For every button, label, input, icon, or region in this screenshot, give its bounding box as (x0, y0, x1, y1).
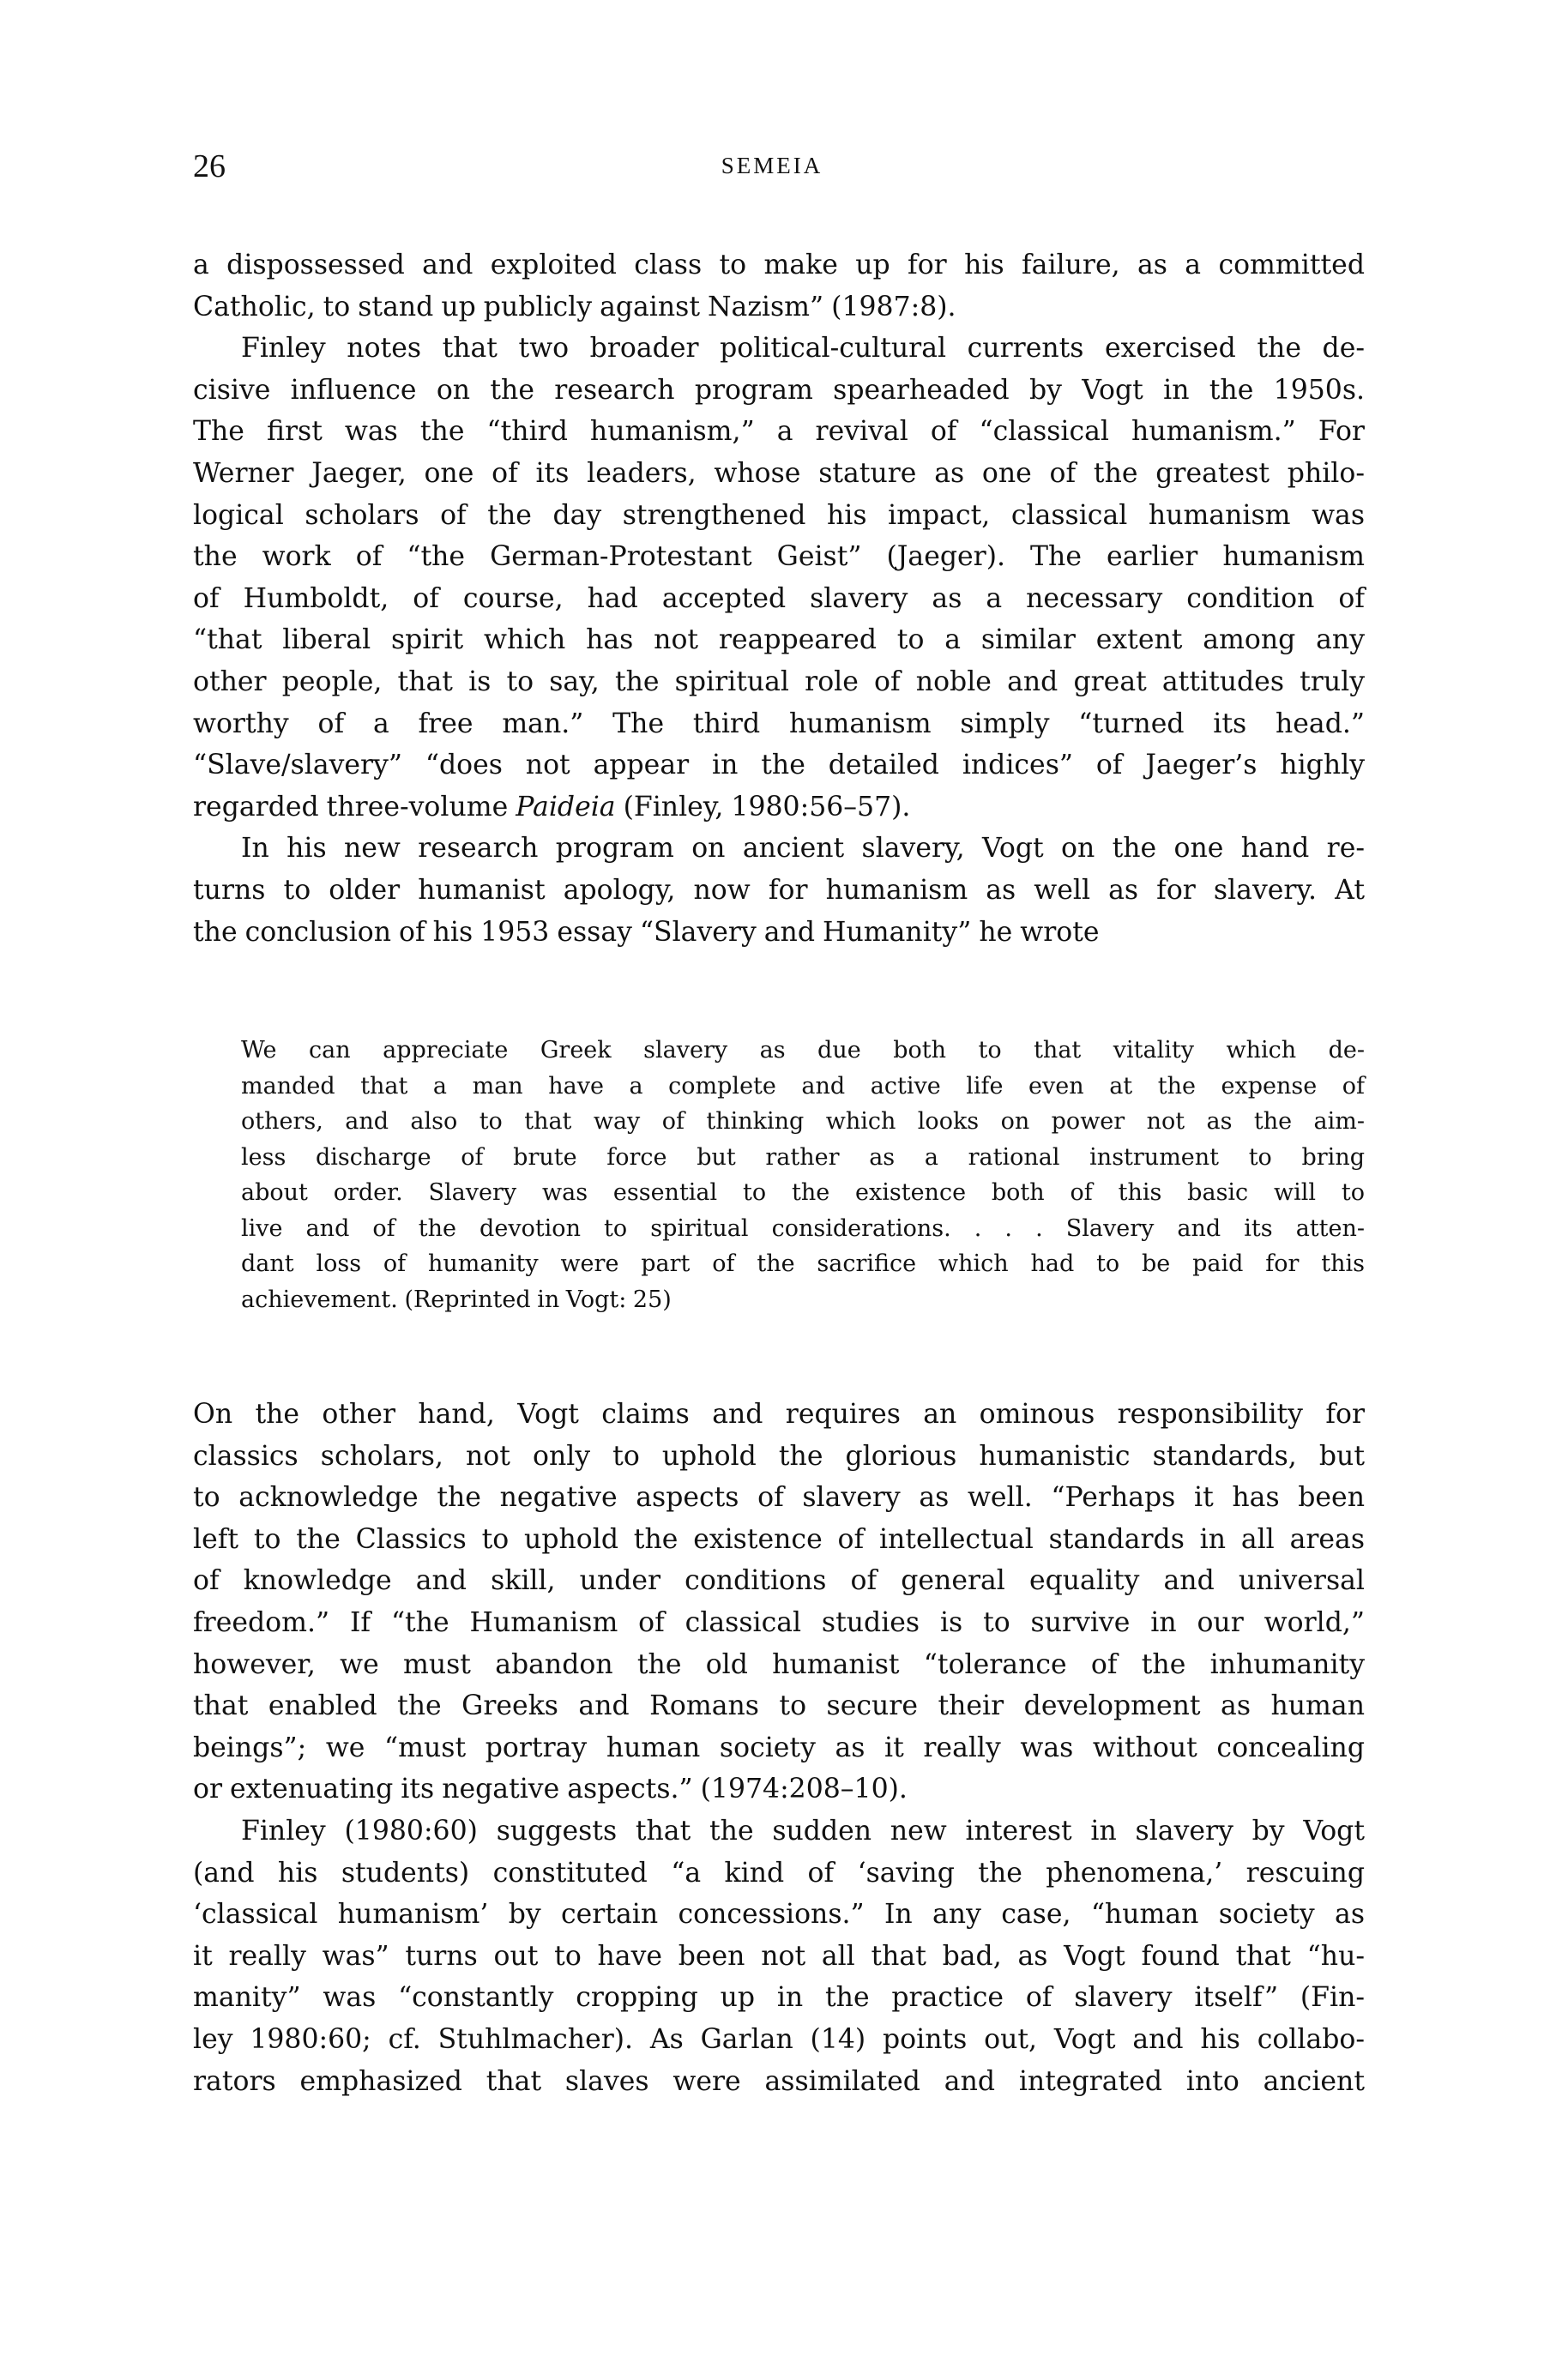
body-text-bottom (193, 1394, 1365, 2102)
text-line: dant loss of humanity were part of the sacrifice which had to be paid for this (241, 1250, 1365, 1277)
text-line: that enabled the Greeks and Romans to secure their development as human (193, 1690, 1365, 1722)
text-line: ‘classical humanism’ by certain concessions.” In any case, “human society as (193, 1899, 1365, 1931)
quote-paragraph (241, 1033, 1365, 1317)
text-line: a dispossessed and exploited class to make up for his failure, as a committed (193, 250, 1365, 280)
text-line: “that liberal spirit which has not reappeared to a similar extent among any (193, 624, 1365, 656)
paragraph (193, 1811, 1365, 2102)
text-line: the work of “the German-Protestant Geist” (Jaeger). The earlier humanism (193, 541, 1365, 573)
text-line: achievement. (Reprinted in Vogt: 25) (241, 1286, 672, 1313)
text-line: turns to older humanist apology, now for humanism as well as for slavery. At (193, 874, 1365, 906)
italic-title: Paideia (516, 791, 616, 822)
page-number: 26 (193, 148, 226, 184)
text-segment: (Finley, 1980:56–57). (615, 791, 911, 822)
text-line: beings”; we “must portray human society as it really was without concealing (193, 1732, 1365, 1763)
text-line: manded that a man have a complete and active life even at the expense of (241, 1072, 1365, 1100)
text-line: or extenuating its negative aspects.” (1974:208–10). (193, 1774, 908, 1805)
text-line: others, and also to that way of thinking which looks on power not as the aim- (241, 1108, 1365, 1135)
body-text-top (193, 244, 1365, 953)
text-line: left to the Classics to uphold the existence of intellectual standards in all areas (193, 1523, 1365, 1555)
text-line: ley 1980:60; cf. Stuhlmacher). As Garlan (14) points out, Vogt and his collabo- (193, 2023, 1365, 2055)
paragraph (193, 244, 1365, 328)
paragraph (193, 1394, 1365, 1811)
text-line: Finley notes that two broader political-cultural currents exercised the de- (241, 333, 1365, 365)
text-line: less discharge of brute force but rather as a rational instrument to bring (241, 1143, 1365, 1171)
text-line: (and his students) constituted “a kind of ‘saving the phenomena,’ rescuing (193, 1857, 1365, 1889)
text-line: Catholic, to stand up publicly against Nazism” (1987:8). (193, 291, 956, 322)
text-line: however, we must abandon the old humanist “tolerance of the inhumanity (193, 1648, 1365, 1680)
text-line: In his new research program on ancient slavery, Vogt on the one hand re- (241, 833, 1365, 865)
paragraph (193, 328, 1365, 828)
text-line: other people, that is to say, the spiritual role of noble and great attitudes truly (193, 666, 1365, 697)
text-line: classics scholars, not only to uphold the glorious humanistic standards, but (193, 1440, 1365, 1472)
text-line: cisive influence on the research program spearheaded by Vogt in the 1950s. (193, 374, 1365, 406)
text-line: to acknowledge the negative aspects of slavery as well. “Perhaps it has been (193, 1482, 1365, 1514)
text-line: about order. Slavery was essential to the existence both of this basic will to (241, 1179, 1365, 1206)
text-line: We can appreciate Greek slavery as due both to that vitality which de- (241, 1037, 1365, 1063)
text-line: manity” was “constantly cropping up in the practice of slavery itself” (Fin- (193, 1982, 1365, 2014)
text-line: rators emphasized that slaves were assimilated and integrated into ancient (193, 2065, 1365, 2097)
text-line: worthy of a free man.” The third humanism simply “turned its head.” (193, 708, 1365, 739)
text-line: On the other hand, Vogt claims and requires an ominous responsibility for (193, 1399, 1365, 1430)
text-segment: regarded three-volume (193, 791, 516, 822)
text-line: the conclusion of his 1953 essay “Slavery and Humanity” he wrote (193, 916, 1100, 948)
text-line: “Slave/slavery” “does not appear in the detailed indices” of Jaeger’s highly (193, 750, 1365, 781)
paragraph (193, 828, 1365, 953)
text-line: of knowledge and skill, under conditions of general equality and universal (193, 1565, 1365, 1597)
text-line (193, 786, 1365, 828)
text-line: Werner Jaeger, one of its leaders, whose stature as one of the greatest philo- (193, 457, 1365, 489)
text-line: Finley (1980:60) suggests that the sudden new interest in slavery by Vogt (241, 1815, 1365, 1847)
text-line: freedom.” If “the Humanism of classical studies is to survive in our world,” (193, 1606, 1365, 1638)
block-quote (241, 1033, 1365, 1317)
text-line: logical scholars of the day strengthened his impact, classical humanism was (193, 499, 1365, 531)
text-line: of Humboldt, of course, had accepted slavery as a necessary condition of (193, 582, 1365, 614)
running-title: SEMEIA (721, 153, 823, 178)
text-line: it really was” turns out to have been not all that bad, as Vogt found that “hu- (193, 1940, 1365, 1972)
text-line: The first was the “third humanism,” a revival of “classical humanism.” For (193, 416, 1365, 448)
text-line: live and of the devotion to spiritual considerations. . . . Slavery and its atten- (241, 1214, 1365, 1242)
